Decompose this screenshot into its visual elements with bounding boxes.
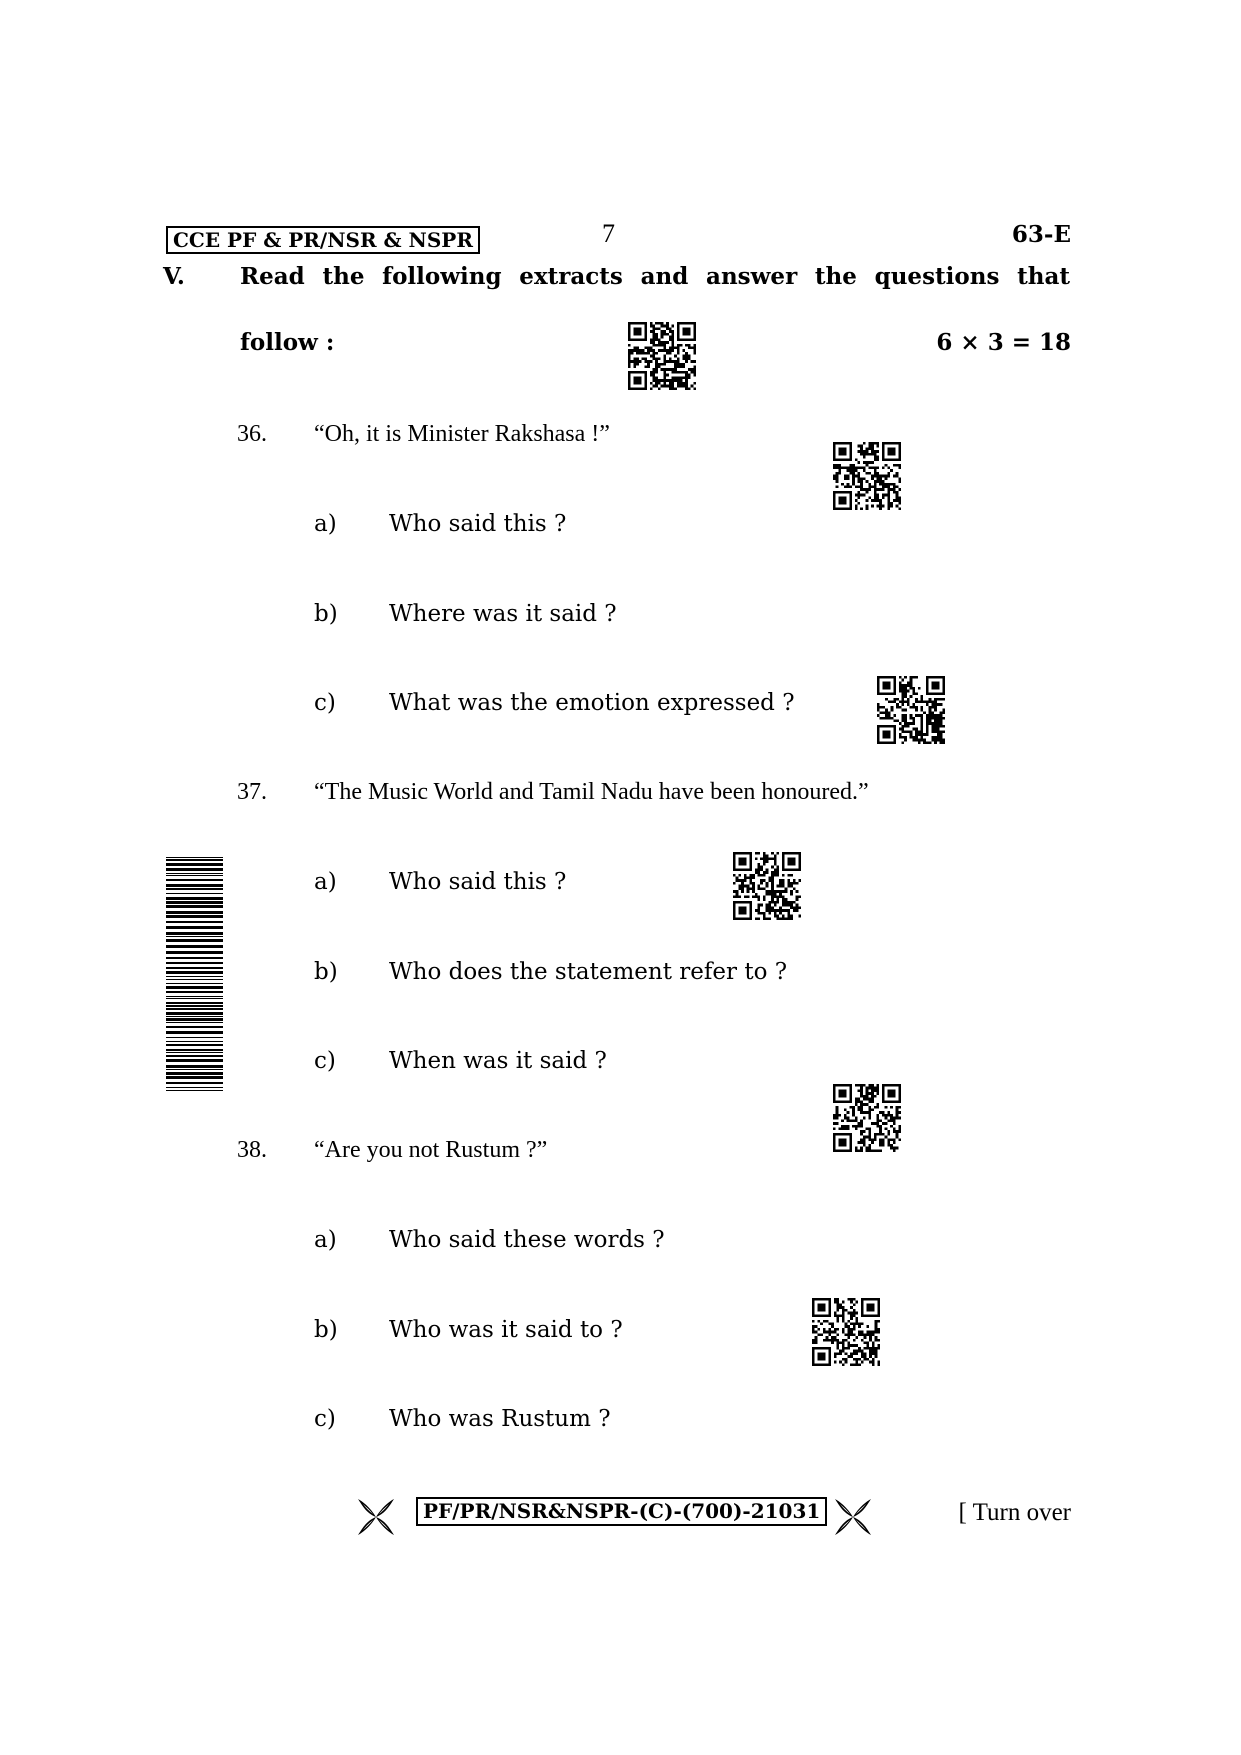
footer-code: PF/PR/NSR&NSPR-(C)-(700)-21031 [423,1499,821,1523]
question-number: 37. [237,779,267,805]
part-text: When was it said ? [389,1048,607,1074]
section-instruction-line2: follow : [240,329,335,356]
part-text: Who said these words ? [389,1227,665,1253]
part-label: c) [314,1406,336,1432]
part-label: a) [314,1227,337,1253]
part-text: What was the emotion expressed ? [389,690,795,716]
floral-ornament-icon [833,1497,873,1537]
question-number: 38. [237,1137,267,1163]
part-label: c) [314,690,336,716]
question-number: 36. [237,421,267,447]
question-extract: “Are you not Rustum ?” [314,1137,548,1163]
part-label: c) [314,1048,336,1074]
qr-code-icon [833,441,901,511]
series-code: CCE PF & PR/NSR & NSPR [173,228,473,252]
qr-code-icon [628,321,696,391]
part-text: Who was Rustum ? [389,1406,611,1432]
qr-code-icon [833,1083,901,1153]
part-text: Who said this ? [389,511,567,537]
paper-code: 63-E [1011,221,1071,248]
qr-code-icon [812,1297,880,1367]
question-extract: “The Music World and Tamil Nadu have been honoured.” [314,779,869,805]
qr-code-icon [733,851,801,921]
turn-over-note: [ Turn over [958,1499,1071,1526]
page-number: 7 [602,219,615,248]
part-label: b) [314,959,338,985]
floral-ornament-icon [356,1497,396,1537]
part-text: Who does the statement refer to ? [389,959,788,985]
part-text: Who was it said to ? [389,1317,623,1343]
part-label: b) [314,1317,338,1343]
part-text: Who said this ? [389,869,567,895]
section-instruction-line1: Read the following extracts and answer the questions that [240,263,1070,290]
qr-code-icon [877,675,945,745]
part-text: Where was it said ? [389,601,617,627]
question-extract: “Oh, it is Minister Rakshasa !” [314,421,610,447]
part-label: a) [314,511,337,537]
part-label: a) [314,869,337,895]
part-label: b) [314,601,338,627]
series-code-box [166,226,480,254]
barcode-icon [166,857,223,1092]
footer-code-box [416,1497,827,1526]
section-marks: 6 × 3 = 18 [936,329,1071,356]
section-numeral: V. [163,263,185,290]
